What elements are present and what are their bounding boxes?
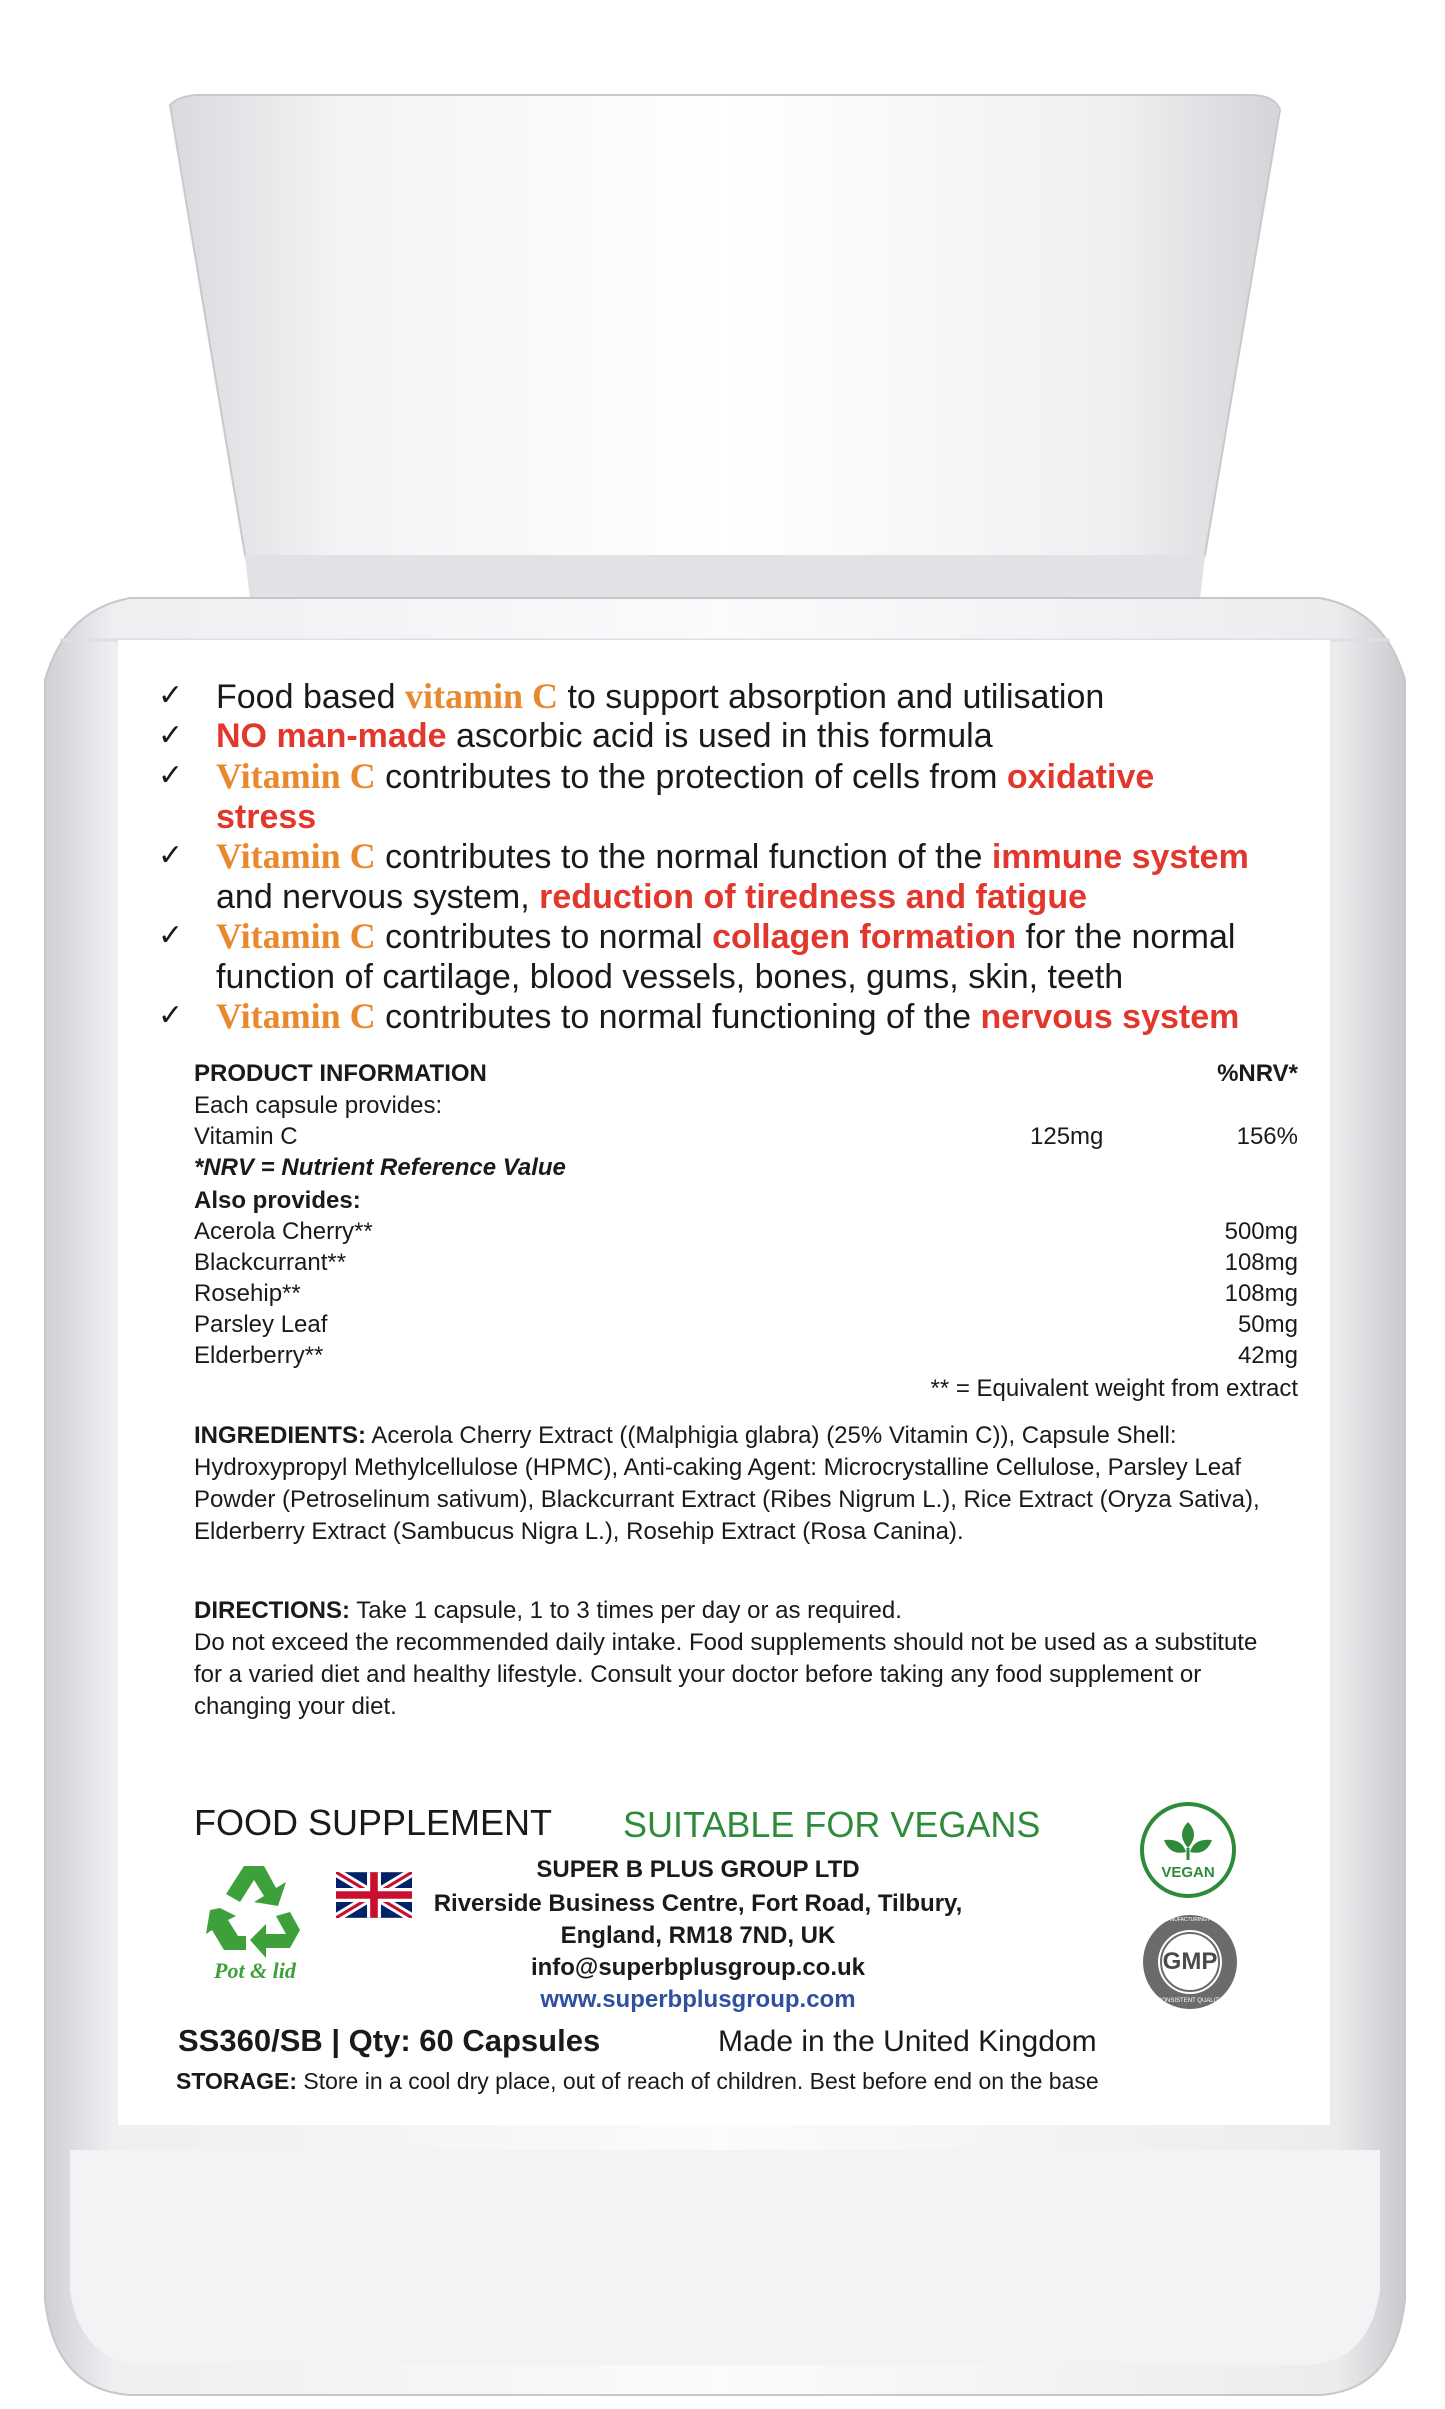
ingredient-amount: 50mg (1237, 1311, 1298, 1338)
vitamin-c-name: Vitamin C (194, 1123, 298, 1150)
also-provides-label: Also provides: (194, 1187, 361, 1214)
ingredient-name: Elderberry** (194, 1342, 324, 1369)
company-name: SUPER B PLUS GROUP LTD (536, 1856, 860, 1883)
equivalent-weight-note: ** = Equivalent weight from extract (930, 1375, 1298, 1402)
suitable-for-vegans-label: SUITABLE FOR VEGANS (623, 1804, 1041, 1845)
recycle-icon (206, 1858, 306, 1968)
check-icon: ✓ (158, 678, 184, 713)
made-in-label: Made in the United Kingdom (718, 2025, 1097, 2058)
ingredient-amount: 108mg (1224, 1249, 1298, 1276)
check-icon: ✓ (158, 838, 184, 873)
company-address-line1: Riverside Business Centre, Fort Road, Tilbury, (433, 1890, 963, 1917)
vitamin-c-nrv: 156% (1236, 1123, 1298, 1150)
product-code-qty: SS360/SB | Qty: 60 Capsules (178, 2023, 601, 2058)
company-website: www.superbplusgroup.com (540, 1986, 856, 2013)
check-icon: ✓ (158, 998, 184, 1033)
pot-lid-label: Pot & lid (214, 1958, 296, 1983)
nrv-heading: %NRV* (1217, 1060, 1298, 1087)
each-capsule-label: Each capsule provides: (194, 1092, 443, 1119)
ingredient-name: Rosehip** (194, 1280, 301, 1307)
nrv-note: *NRV = Nutrient Reference Value (194, 1154, 566, 1181)
check-icon: ✓ (158, 758, 184, 793)
vitamin-c-amount: 125mg (1030, 1123, 1104, 1150)
gmp-ring-top-text: GOOD MANUFACTURING PRACTICE (1146, 1917, 1234, 1923)
vegan-badge-text: VEGAN (1161, 1864, 1215, 1881)
ingredient-amount: 42mg (1237, 1342, 1298, 1369)
product-info-heading: PRODUCT INFORMATION (194, 1060, 487, 1087)
ingredient-name: Blackcurrant** (194, 1249, 347, 1276)
check-icon: ✓ (158, 918, 184, 953)
company-address-line2: England, RM18 7ND, UK (560, 1922, 836, 1949)
food-supplement-label: FOOD SUPPLEMENT (194, 1802, 553, 1843)
gmp-badge (1140, 1912, 1240, 2012)
vegan-leaf-icon (1138, 1800, 1238, 1900)
gmp-badge-text: GMP (1162, 1948, 1218, 1975)
directions-paragraph: DIRECTIONS: Take 1 capsule, 1 to 3 times per day or as required. Do not exceed the recommended daily intake. Food supplements should not be used as a substitute for a varied diet and healthy lifestyle. Consult your doctor before taking any food supplement or changing your diet. (194, 1597, 1258, 1720)
storage-text: STORAGE: Store in a cool dry place, out of reach of children. Best before end on the base (176, 2068, 1099, 2094)
ingredient-name: Parsley Leaf (194, 1311, 328, 1338)
gmp-ring-bottom-text: CONSISTENT QUALITY (1157, 1998, 1223, 2004)
ingredient-amount: 108mg (1224, 1280, 1298, 1307)
check-icon: ✓ (158, 718, 184, 753)
ingredient-amount: 500mg (1224, 1218, 1298, 1245)
product-label: ✓ Food based vitamin C to support absorption and utilisation ✓ NO man-made ascorbic acid is used in this formula ✓ Vitamin C contributes to the protection of cells from oxidative stress ✓ Vitamin C contributes to the normal function of the immune system and nervous system, reduction of tiredness and fatigue ✓ Vitamin C contributes to normal collagen formation for the normal function of cartilage, blood vessels, bones, gums, skin, teeth ✓ Vitamin C contributes to normal functioning of the nervous system PRODUCT INFORMATION %NRV* Each capsule provides: Vitamin C 125mg 156% *NRV = Nutrient Reference Value Also provides: Acerola Cherry** 500mg Blackcurrant** 108mg Rosehip** 108mg Parsley Leaf 50mg Elderberry** 42mg ** = Equivalent weight from extract INGREDIENTS: Acerola Cherry Extract ((Malphigia glabra) (25% Vitamin C)), Capsule Shell: Hydroxypropyl Methylcellulose (HPMC), Anti-caking Agent: Microcrystalline Cellulose, Parsley Leaf Powder (Petroselinum sativum), Blackcurrant Extract (Ribes Nigrum L.), Rice Extract (Oryza Sativa), Elderberry Extract (Sambucus Nigra L.), Rosehip Extract (Rosa Canina). DIRECTIONS: Take 1 capsule, 1 to 3 times per day or as required. Do not exceed the recommended daily intake. Food supplements should not be used as a substitute for a varied diet and healthy lifestyle. Consult your doctor before taking any food supplement or changing your diet. FOOD SUPPLEMENT SUITABLE FOR VEGANS Pot & lid SUPER B PLUS GROUP LTD Riverside Business Centre, Fort Road, Tilbury, England, RM18 7ND, UK info@superbplusgroup.co.uk www.superbplusgroup.com VEGAN GMP GOOD MANUFACTURING PRACTICE CONSISTENT QUALITY SS360/SB | Qty: 60 Capsules Made in the United Kingdom STORAGE: Store in a cool dry place, out of reach of children. Best before end on the base (118, 640, 1330, 2125)
ingredient-name: Acerola Cherry** (194, 1218, 373, 1245)
ingredients-paragraph: INGREDIENTS: Acerola Cherry Extract ((Malphigia glabra) (25% Vitamin C)), Capsule Shell: Hydroxypropyl Methylcellulose (HPMC), Anti-caking Agent: Microcrystalline Cellulose, Parsley Leaf Powder (Petroselinum sativum), Blackcurrant Extract (Ribes Nigrum L.), Rice Extract (Oryza Sativa), Elderberry Extract (Sambucus Nigra L.), Rosehip Extract (Rosa Canina). (194, 1422, 1260, 1545)
vegan-badge (1138, 1800, 1238, 1900)
company-email: info@superbplusgroup.co.uk (530, 1954, 866, 1981)
bottle-lid (170, 95, 1280, 570)
